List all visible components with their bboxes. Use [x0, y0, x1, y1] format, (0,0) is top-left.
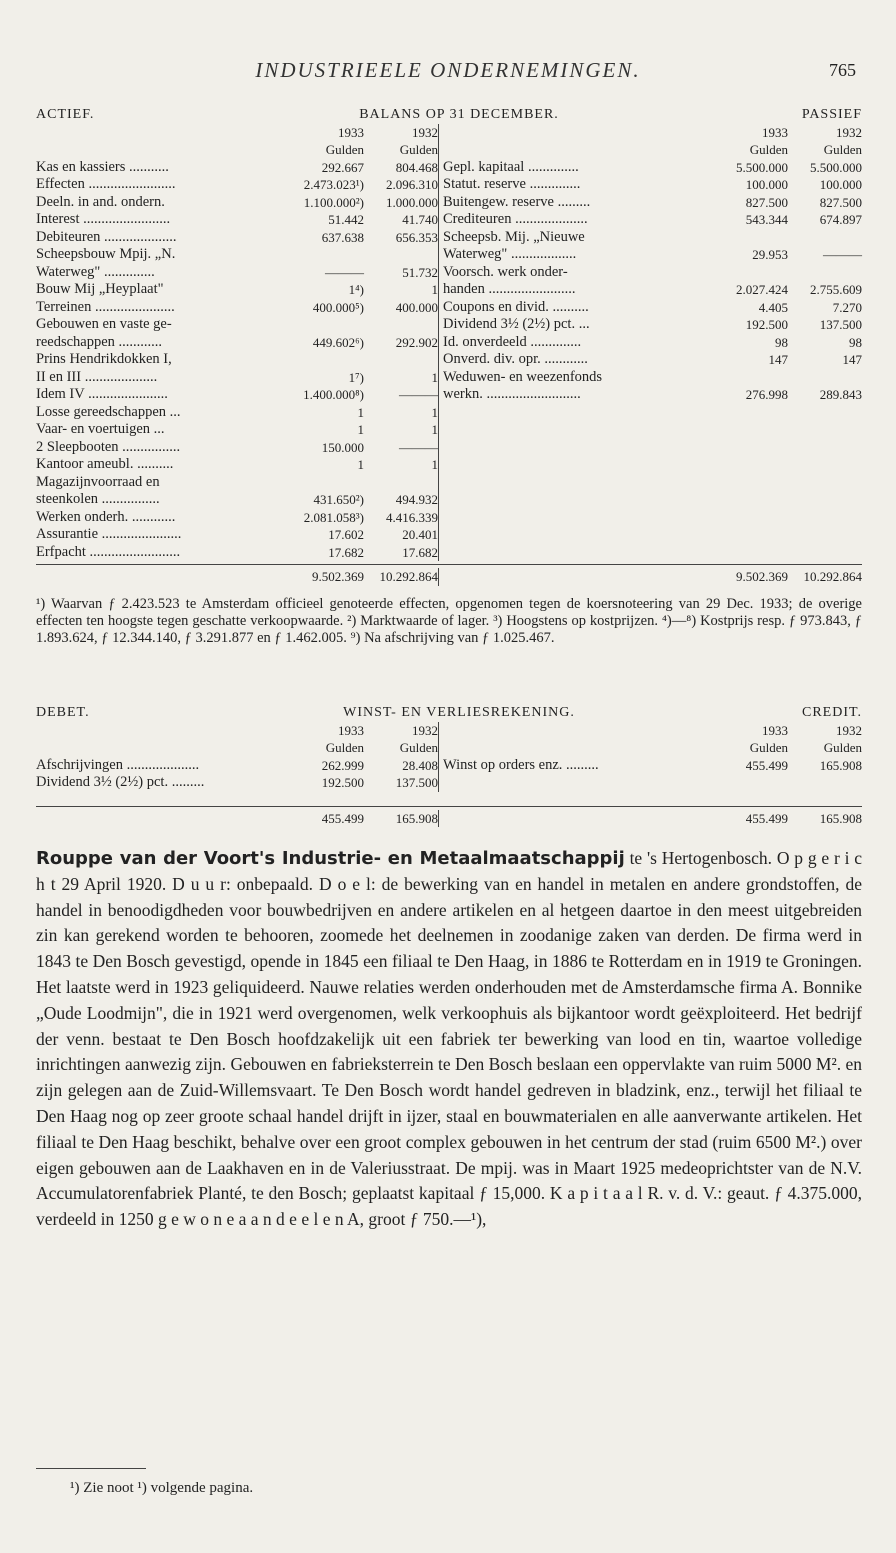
actief-row-value-1932: 656.353: [395, 229, 438, 245]
balance-sheet: [36, 106, 862, 586]
actief-row-value-1933: 1⁴): [348, 282, 364, 297]
actief-label: ACTIEF.: [36, 107, 95, 122]
actief-row-value-1932: 4.416.339: [386, 509, 438, 525]
actief-row-value-1933: 637.638: [321, 229, 364, 245]
actief-row: [36, 194, 438, 212]
actief-row: [36, 299, 438, 317]
passief-row-label: handen ........................: [443, 281, 576, 297]
actief-row-value-1932: 292.902: [395, 334, 438, 350]
passief-row: [443, 264, 862, 282]
passief-row-label: werkn. ..........................: [443, 386, 581, 402]
credit-row-value-1932: 165.908: [819, 757, 862, 773]
footnote: ¹) Zie noot ¹) volgende pagina.: [70, 1480, 254, 1496]
passief-row-value-1932: [788, 369, 862, 387]
actief-row-label: Losse gereedschappen ...: [36, 403, 181, 420]
passief-row-value-1932: 2.755.609: [810, 282, 862, 297]
actief-row-label: Debiteuren ....................: [36, 228, 177, 245]
actief-row-value-1932: 1: [431, 422, 438, 437]
actief-row-label: Erfpacht .........................: [36, 543, 181, 560]
actief-row-value-1933: [290, 474, 364, 492]
passief-row-label: Buitengew. reserve .........: [443, 193, 591, 210]
actief-row: [36, 264, 438, 282]
balance-header: [36, 106, 862, 124]
actief-row-label: Kantoor ameubl. ..........: [36, 456, 174, 472]
actief-row-label: Interest ........................: [36, 211, 171, 227]
company-article: [36, 846, 862, 1233]
passief-row-label: Gepl. kapitaal ..............: [443, 158, 579, 175]
actief-row: [36, 509, 438, 527]
actief-row: [36, 386, 438, 404]
balance-units: Gulden Gulden Gulden Gulden: [325, 142, 862, 157]
actief-row-value-1932: 400.000: [395, 299, 438, 315]
passief-row-value-1933: [714, 369, 788, 387]
actief-row-label: Scheepsbouw Mpij. „N.: [36, 246, 176, 262]
passief-row-value-1932: 674.897: [819, 212, 862, 227]
passief-row-value-1933: 2.027.424: [736, 282, 788, 297]
actief-row-value-1932: 20.401: [402, 527, 438, 542]
actief-row-label: Idem IV ......................: [36, 386, 168, 402]
passief-row-label: Id. onverdeeld ..............: [443, 333, 582, 350]
passief-label: PASSIEF: [801, 107, 862, 122]
passief-row-label: Coupons en divid. ..........: [443, 298, 589, 315]
actief-row-value-1933: ———: [325, 264, 364, 280]
actief-row-value-1932: 17.682: [402, 544, 438, 560]
actief-row-value-1933: [290, 246, 364, 264]
profit-loss-totals: 455.499 165.908 455.499 165.908: [321, 810, 862, 826]
passief-row-value-1933: 29.953: [752, 247, 788, 262]
passief-list: [438, 159, 862, 562]
actief-row: [36, 421, 438, 439]
actief-row-value-1932: ———: [399, 439, 438, 455]
balance-totals: 9.502.369 10.292.864 9.502.369 10.292.864: [312, 569, 862, 584]
balance-title: BALANS OP 31 DECEMBER.: [359, 107, 559, 122]
actief-row-label: Assurantie ......................: [36, 526, 182, 542]
actief-row-value-1932: 494.932: [395, 492, 438, 507]
actief-row-value-1933: 17.602: [328, 527, 364, 542]
actief-list: [36, 159, 438, 562]
passief-row-value-1933: 4.405: [758, 299, 788, 315]
company-name: Rouppe van der Voort's Industrie- en Metaalmaatschappij: [36, 848, 625, 869]
passief-row-label: Weduwen- en weezenfonds: [443, 368, 603, 385]
passief-row: [443, 176, 862, 194]
passief-row: [443, 299, 862, 317]
actief-row-value-1932: 1.000.000: [386, 194, 438, 210]
profit-loss-title: WINST- EN VERLIESREKENING.: [343, 705, 575, 720]
passief-row: [443, 369, 862, 387]
debet-row-value-1932: 137.500: [395, 775, 438, 790]
passief-row: [443, 334, 862, 352]
passief-row: [443, 159, 862, 177]
actief-row-value-1932: ———: [399, 387, 438, 402]
passief-row-label: Voorsch. werk onder-: [443, 263, 568, 280]
passief-row-value-1933: 192.500: [745, 317, 788, 332]
actief-row-value-1932: 804.468: [395, 159, 438, 175]
debet-row-value-1933: 192.500: [321, 775, 364, 790]
actief-row-value-1933: 2.473.023¹): [303, 177, 364, 192]
actief-row-label: Vaar- en voertuigen ...: [36, 421, 165, 437]
actief-row-label: Effecten ........................: [36, 176, 176, 192]
passief-row-value-1932: 98: [849, 334, 862, 350]
actief-row: [36, 281, 438, 299]
balance-years: 1933 1932 1933 1932: [338, 124, 862, 140]
passief-row-label: Dividend 3½ (2½) pct. ...: [443, 316, 590, 332]
actief-row-value-1932: [364, 246, 438, 264]
passief-row: [443, 386, 862, 404]
passief-row-value-1932: 289.843: [819, 387, 862, 402]
actief-row-value-1932: [364, 351, 438, 369]
actief-row-label: Waterweg" ..............: [36, 263, 155, 280]
debet-row-label: Afschrijvingen ....................: [36, 756, 200, 773]
passief-row-value-1932: 7.270: [832, 299, 862, 315]
debet-row-label: Dividend 3½ (2½) pct. .........: [36, 774, 205, 790]
actief-row-value-1933: [290, 351, 364, 369]
actief-row-label: Kas en kassiers ...........: [36, 158, 169, 175]
debet-list: [36, 757, 438, 792]
actief-row-value-1933: 400.000⁵): [312, 299, 364, 315]
actief-row-value-1932: 1: [431, 282, 438, 297]
passief-row: [443, 246, 862, 264]
actief-row-value-1933: 1: [357, 422, 364, 437]
actief-row-value-1932: 41.740: [402, 212, 438, 227]
actief-row-label: 2 Sleepbooten ................: [36, 438, 181, 455]
actief-row-value-1933: 1.100.000²): [303, 194, 364, 210]
passief-row-value-1933: [714, 264, 788, 282]
actief-row-value-1932: 2.096.310: [386, 177, 438, 192]
running-title: INDUSTRIEELE ONDERNEMINGEN.: [255, 58, 641, 82]
passief-row-value-1933: 276.998: [745, 387, 788, 402]
actief-row-label: Gebouwen en vaste ge-: [36, 316, 172, 332]
article-body: te 's Hertogenbosch. O p g e r i c h t 29 April 1920. D u u r: onbepaald. D o e l: de bewerking van en handel in metalen en andere grondstoffen, de handel in benoodigdheden voor bouwbedrijven en andere artikelen en al hetgeen daartoe in den meest uitgebreiden zin kan gerekend worden te behooren, zoomede het deelnemen in zoodanige zaken van derden. De firma werd in 1843 te Den Bosch gevestigd, opende in 1845 een filiaal te Den Haag, in 1886 te Rotterdam en in 1919 te Groningen. Het laatste werd in 1923 geliquideerd. Nauwe relaties werden onderhouden met de Amsterdamsche firma A. Bonnike „Oude Loodmijn", die in 1921 werd overgenomen, welk verkoophuis als bijkantoor wordt geëxploiteerd. Het bedrijf der venn. bestaat te Den Bosch hoofdzakelijk uit een fabriek ter bewerking van lood en tin, waartoe volledige inrichtingen aanwezig zijn. Gebouwen en fabrieksterrein te Den Bosch beslaan een oppervlakte van ruim 5000 M². en zijn gelegen aan de Zuid-Willemsvaart. Te Den Bosch wordt handel gedreven in bladzink, enz., terwijl het filiaal te Den Haag nog op zeer groote schaal handel drijft in ijzer, staal en bouwmaterialen en alle aanverwante artikelen. Het filiaal te Den Haag beschikt, behalve over een groot complex gebouwen in het centrum der stad (ruim 6500 M².) over eigen gebouwen aan de Laakhaven en in de Valeriusstraat. De mpij. was in Maart 1925 medeoprichtster van de N.V. Accumulatorenfabriek Planté, te den Bosch; geplaatst kapitaal ƒ 15,000. K a p i t a a l R. v. d. V.: geaut. ƒ 4.375.000, verdeeld in 1250 g e w o n e a a n d e e l e n A, groot ƒ 750.—¹),: [36, 848, 862, 1230]
passief-row-value-1933: 5.500.000: [736, 159, 788, 175]
footnote-divider: [36, 1468, 146, 1469]
actief-row: [36, 351, 438, 369]
credit-list: [438, 757, 862, 792]
passief-row-label: Crediteuren ....................: [443, 211, 588, 227]
passief-row-value-1932: 137.500: [819, 317, 862, 332]
debet-row-value-1933: 262.999: [321, 757, 364, 773]
balance-notes: ¹) Waarvan ƒ 2.423.523 te Amsterdam officieel genoteerde effecten, opgenomen tegen de koersnoteering van 29 Dec. 1933; de overige effecten ten hoogste tegen geschatte verkoopwaarde. ²) Marktwaarde of lager. ³) Hoogstens op kostprijzen. ⁴)—⁸) Kostprijs resp. ƒ 973.843, ƒ 1.893.624, ƒ 12.344.140, ƒ 3.291.877 en ƒ 1.462.005. ⁹) Na afschrijving van ƒ 1.025.467.: [36, 596, 862, 646]
profit-loss-header: [36, 704, 862, 722]
passief-row: [443, 316, 862, 334]
actief-row-value-1932: 51.732: [402, 264, 438, 280]
passief-row-value-1933: 98: [775, 334, 788, 350]
profit-loss: DEBET. WINST- EN VERLIESREKENING. CREDIT. 1933 1932 1933 1932 Gulden Gulden Gulden Gulden Afschrijvingen .................... 262.999 28.408 Dividend 3½ (2½) pct. ......... 192.500 137.500 Winst op orders enz. ......... 455.499 165.908 455.499 165.908 455.499 165.908: [36, 705, 862, 826]
actief-row-label: Bouw Mij „Heyplaat": [36, 281, 164, 297]
actief-row-value-1933: 1⁷): [348, 369, 364, 385]
actief-row-value-1933: 292.667: [321, 159, 364, 175]
credit-label: CREDIT.: [801, 705, 862, 720]
actief-row-label: II en III ....................: [36, 368, 158, 385]
page-header: [0, 58, 896, 88]
passief-row-value-1933: [714, 229, 788, 247]
debet-row: [36, 757, 438, 775]
actief-row-value-1933: 2.081.058³): [303, 509, 364, 525]
passief-row-value-1932: 827.500: [819, 194, 862, 210]
passief-row-label: Waterweg" ..................: [443, 246, 577, 262]
actief-row-value-1932: [364, 474, 438, 492]
passief-row: [443, 229, 862, 247]
passief-row-value-1933: 147: [768, 352, 788, 367]
credit-row-value-1933: 455.499: [745, 757, 788, 773]
actief-row-value-1933: 1: [357, 404, 364, 420]
passief-row: [443, 194, 862, 212]
actief-row-value-1933: 431.650²): [313, 492, 364, 507]
actief-row: [36, 491, 438, 509]
actief-row: [36, 334, 438, 352]
actief-row-value-1933: 449.602⁶): [312, 334, 364, 350]
passief-row-value-1933: 543.344: [745, 212, 788, 227]
actief-row: [36, 456, 438, 474]
actief-row: [36, 439, 438, 457]
passief-row-label: Onverd. div. opr. ............: [443, 351, 588, 367]
actief-row: [36, 369, 438, 387]
actief-row: [36, 246, 438, 264]
passief-row-value-1933: 827.500: [745, 194, 788, 210]
actief-row: [36, 229, 438, 247]
page-number: 765: [829, 60, 856, 80]
actief-row: [36, 176, 438, 194]
actief-row-label: Magazijnvoorraad en: [36, 473, 160, 490]
passief-row-value-1932: [788, 229, 862, 247]
actief-row-label: Prins Hendrikdokken I,: [36, 351, 172, 367]
debet-row: [36, 774, 438, 792]
actief-row: [36, 211, 438, 229]
passief-row-value-1932: ———: [823, 247, 862, 262]
actief-row-value-1933: 1.400.000⁸): [303, 387, 364, 402]
passief-row-label: Statut. reserve ..............: [443, 176, 581, 192]
actief-row: [36, 474, 438, 492]
actief-row-value-1933: 51.442: [328, 212, 364, 227]
passief-row: [443, 351, 862, 369]
debet-row-value-1932: 28.408: [402, 757, 438, 773]
passief-row-value-1932: 147: [842, 352, 862, 367]
actief-row-value-1932: 1: [431, 369, 438, 385]
passief-row-value-1932: 5.500.000: [810, 159, 862, 175]
credit-row-label: Winst op orders enz. .........: [443, 756, 599, 773]
credit-row: [443, 757, 862, 775]
passief-row-value-1933: 100.000: [745, 177, 788, 192]
actief-row: [36, 316, 438, 334]
actief-row-value-1933: [290, 316, 364, 334]
actief-row-value-1933: 1: [357, 457, 364, 472]
actief-row-label: steenkolen ................: [36, 491, 160, 507]
actief-row: [36, 544, 438, 562]
actief-row-value-1933: 17.682: [328, 544, 364, 560]
actief-row: [36, 159, 438, 177]
debet-label: DEBET.: [36, 705, 90, 720]
passief-row-value-1932: [788, 264, 862, 282]
passief-row-label: Scheepsb. Mij. „Nieuwe: [443, 228, 585, 245]
actief-row-value-1932: 1: [431, 457, 438, 472]
actief-row-label: Terreinen ......................: [36, 298, 175, 315]
actief-row-label: Deeln. in and. ondern.: [36, 193, 165, 210]
actief-row-value-1933: 150.000: [321, 439, 364, 455]
actief-row-label: Werken onderh. ............: [36, 508, 176, 525]
passief-row: [443, 281, 862, 299]
actief-row: [36, 526, 438, 544]
actief-row-value-1932: [364, 316, 438, 334]
actief-row-value-1932: 1: [431, 404, 438, 420]
actief-row-label: reedschappen ............: [36, 333, 163, 350]
actief-row: [36, 404, 438, 422]
passief-row-value-1932: 100.000: [819, 177, 862, 192]
passief-row: [443, 211, 862, 229]
